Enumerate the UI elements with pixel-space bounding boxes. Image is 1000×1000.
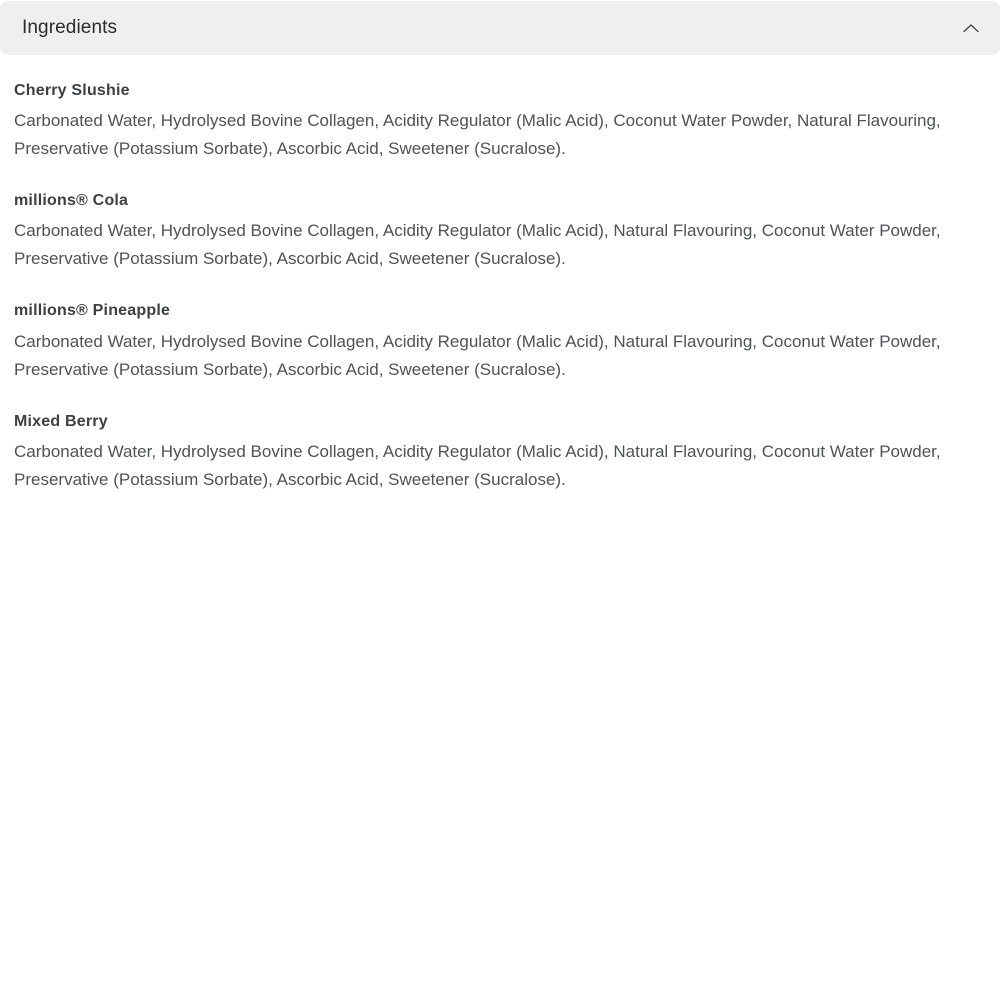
- list-item: [14, 81, 986, 163]
- accordion-header-ingredients[interactable]: [0, 1, 1000, 55]
- accordion-title: Ingredients: [22, 17, 118, 38]
- product-name: millions® Cola: [14, 192, 129, 210]
- product-ingredients: Carbonated Water, Hydrolysed Bovine Collagen, Acidity Regulator (Malic Acid), Natural Flavouring, Coconut Water Powder, Preservative (Potassium Sorbate), Ascorbic Acid, Sweetener (Sucralose).: [14, 221, 941, 269]
- list-item: [14, 412, 986, 494]
- product-name: Cherry Slushie: [14, 82, 130, 99]
- product-ingredients: Carbonated Water, Hydrolysed Bovine Collagen, Acidity Regulator (Malic Acid), Natural Flavouring, Coconut Water Powder, Preservative (Potassium Sorbate), Ascorbic Acid, Sweetener (Sucralose).: [14, 331, 941, 379]
- chevron-up-icon[interactable]: [960, 17, 982, 39]
- product-ingredients: Carbonated Water, Hydrolysed Bovine Collagen, Acidity Regulator (Malic Acid), Natural Flavouring, Coconut Water Powder, Preservative (Potassium Sorbate), Ascorbic Acid, Sweetener (Sucralose).: [14, 441, 941, 489]
- product-ingredients: Carbonated Water, Hydrolysed Bovine Collagen, Acidity Regulator (Malic Acid), Coconut Water Powder, Natural Flavouring, Preservative (Potassium Sorbate), Ascorbic Acid, Sweetener (Sucralose).: [14, 111, 941, 159]
- list-item: [14, 301, 986, 383]
- list-item: [14, 191, 986, 273]
- ingredients-accordion: [0, 1, 1000, 494]
- product-name: millions® Pineapple: [14, 302, 171, 320]
- accordion-panel-ingredients: [0, 55, 1000, 494]
- product-name: Mixed Berry: [14, 412, 108, 430]
